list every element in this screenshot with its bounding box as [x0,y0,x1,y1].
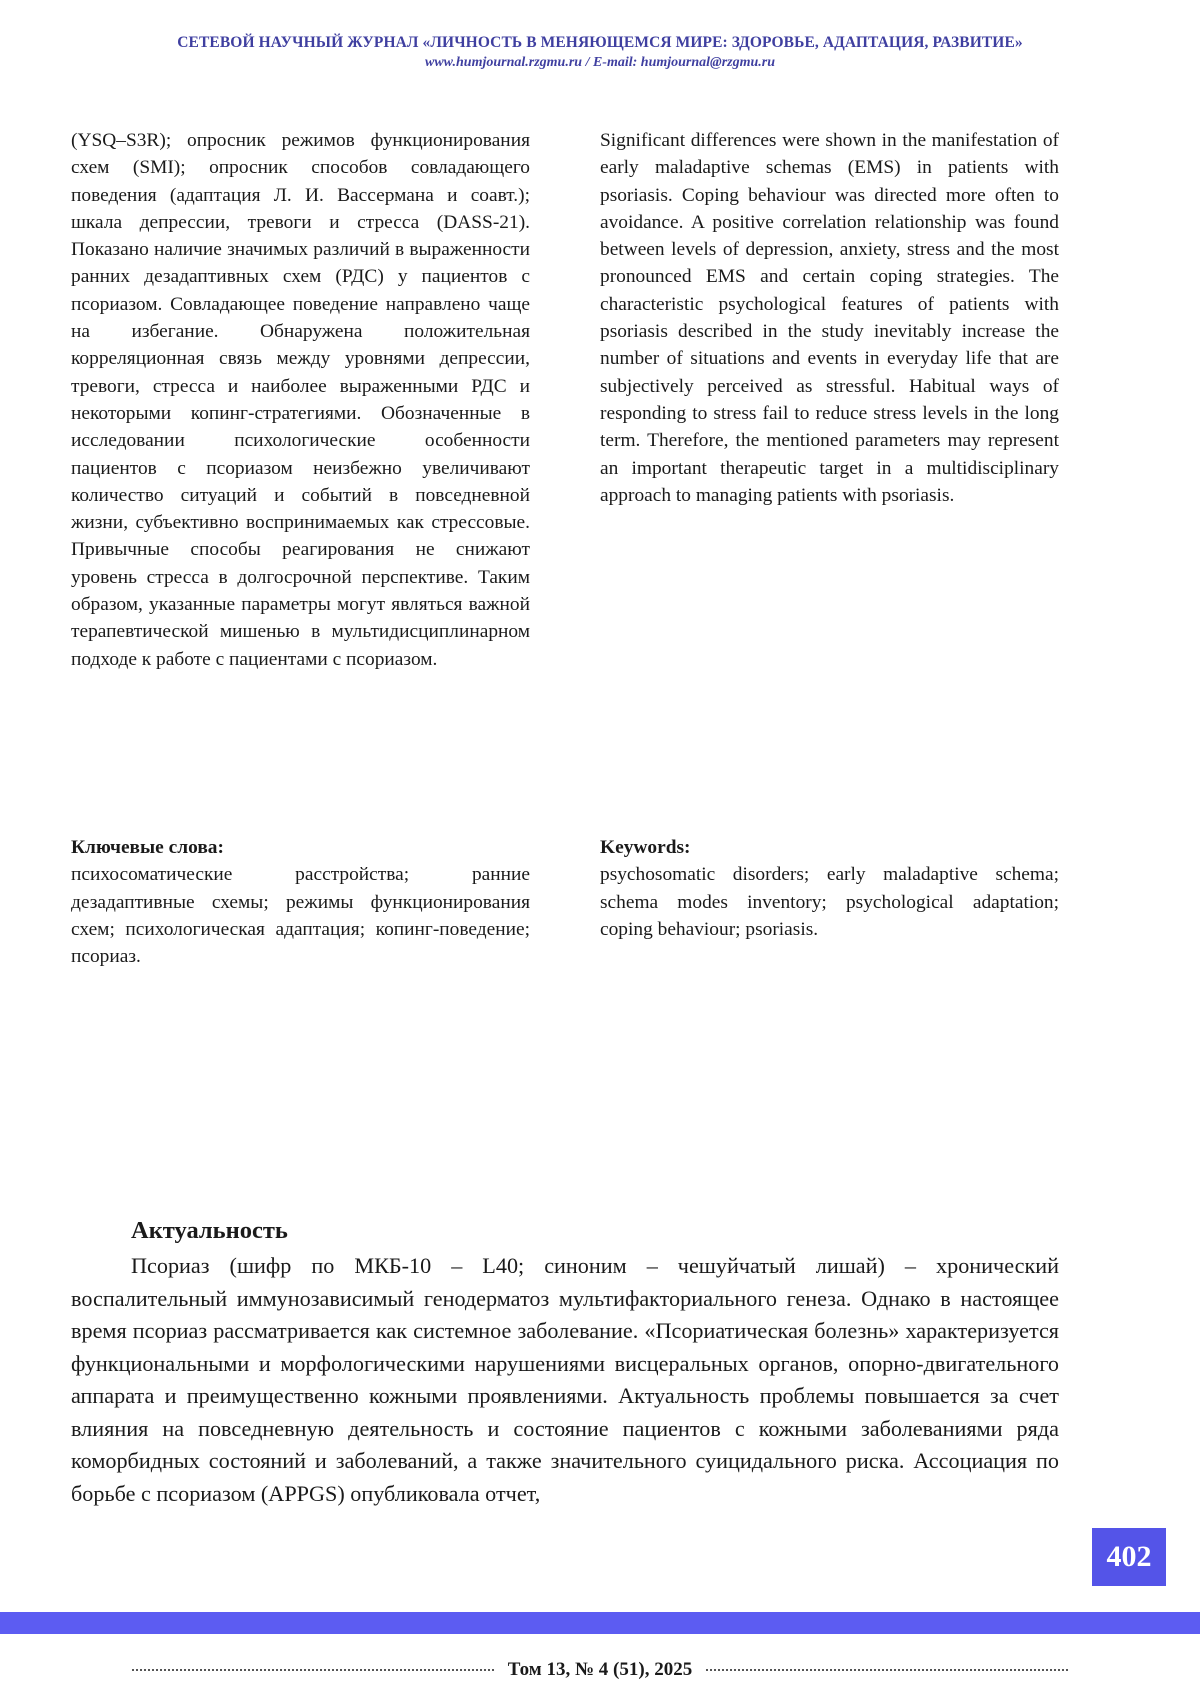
abstract-en [600,127,1059,509]
journal-title: СЕТЕВОЙ НАУЧНЫЙ ЖУРНАЛ «ЛИЧНОСТЬ В МЕНЯЮЩЕМСЯ МИРЕ: ЗДОРОВЬЕ, АДАПТАЦИЯ, РАЗВИТИЕ» [177,34,1023,51]
footer-dots-left [132,1669,494,1671]
journal-header [0,34,1200,71]
section-paragraph: Псориаз (шифр по МКБ-10 – L40; синоним – чешуйчатый лишай) – хронический воспалительный иммунозависимый генодерматоз мультифакториального генеза. Однако в настоящее время псориаз рассматривается как системное заболевание. «Псориатическая болезнь» характеризуется функциональными и морфологическими нарушениями висцеральных органов, опорно-двигательного аппарата и преимущественно кожными проявлениями. Актуальность проблемы повышается за счет влияния на повседневную деятельность и состояние пациентов с кожными заболеваниями ряда коморбидных состояний и заболеваний, а также значительного суицидального риска. Ассоциация по борьбе с псориазом (APPGS) опубликовала отчет, [71,1253,1059,1506]
keywords-ru-text: психосоматические расстройства; ранние дезадаптивные схемы; режимы функционирования схем; психологическая адаптация; копинг-поведение; псориаз. [71,864,530,968]
abstract-ru [71,127,530,673]
keywords-en-text: psychosomatic disorders; early maladaptive schema; schema modes inventory; psychological adaptation; coping behaviour; psoriasis. [600,864,1059,940]
abstract-ru-text: (YSQ–S3R); опросник режимов функционирования схем (SMI); опросник способов совладающего поведения (адаптация Л. И. Вассермана и соавт.); шкала депрессии, тревоги и стресса (DASS-21). Показано наличие значимых различий в выраженности ранних дезадаптивных схем (РДС) у пациентов с псориазом. Совладающее поведение направлено чаще на избегание. Обнаружена положительная корреляционная связь между уровнями депрессии, тревоги, стресса и наиболее выраженными РДС и некоторыми копинг-стратегиями. Обозначенные в исследовании психологические особенности пациентов с псориазом неизбежно увеличивают количество ситуаций и событий в повседневной жизни, субъективно воспринимаемых как стрессовые. Привычные способы реагирования не снижают уровень стресса в долгосрочной перспективе. Таким образом, указанные параметры могут являться важной терапевтической мишенью в мультидисциплинарном подходе к работе с пациентами с псориазом. [71,130,530,670]
keywords-en [600,834,1059,943]
footer-accent-bar [0,1612,1200,1634]
footer-dots-right [706,1669,1068,1671]
journal-contacts[interactable]: www.humjournal.rzgmu.ru / E-mail: humjournal@rzgmu.ru [425,55,775,70]
abstract-en-text: Significant differences were shown in the manifestation of early maladaptive schemas (EMS) in patients with psoriasis. Coping behaviour was directed more often to avoidance. A positive correlation relationship was found between levels of depression, anxiety, stress and the most pronounced EMS and certain coping strategies. The characteristic psychological features of patients with psoriasis described in the study inevitably increase the number of situations and events in everyday life that are subjectively perceived as stressful. Habitual ways of responding to stress fail to reduce stress levels in the long term. Therefore, the mentioned parameters may represent an important therapeutic target in a multidisciplinary approach to managing patients with psoriasis. [600,130,1059,506]
issue-label: Том 13, № 4 (51), 2025 [507,1659,693,1680]
keywords-ru-title: Ключевые слова: [71,837,224,858]
page-number-badge: 402 [1092,1528,1166,1586]
section-heading: Актуальность [131,1217,288,1244]
keywords-en-title: Keywords: [600,837,691,858]
footer [0,1655,1200,1685]
keywords-ru [71,834,530,970]
section-relevance [71,1216,1059,1510]
